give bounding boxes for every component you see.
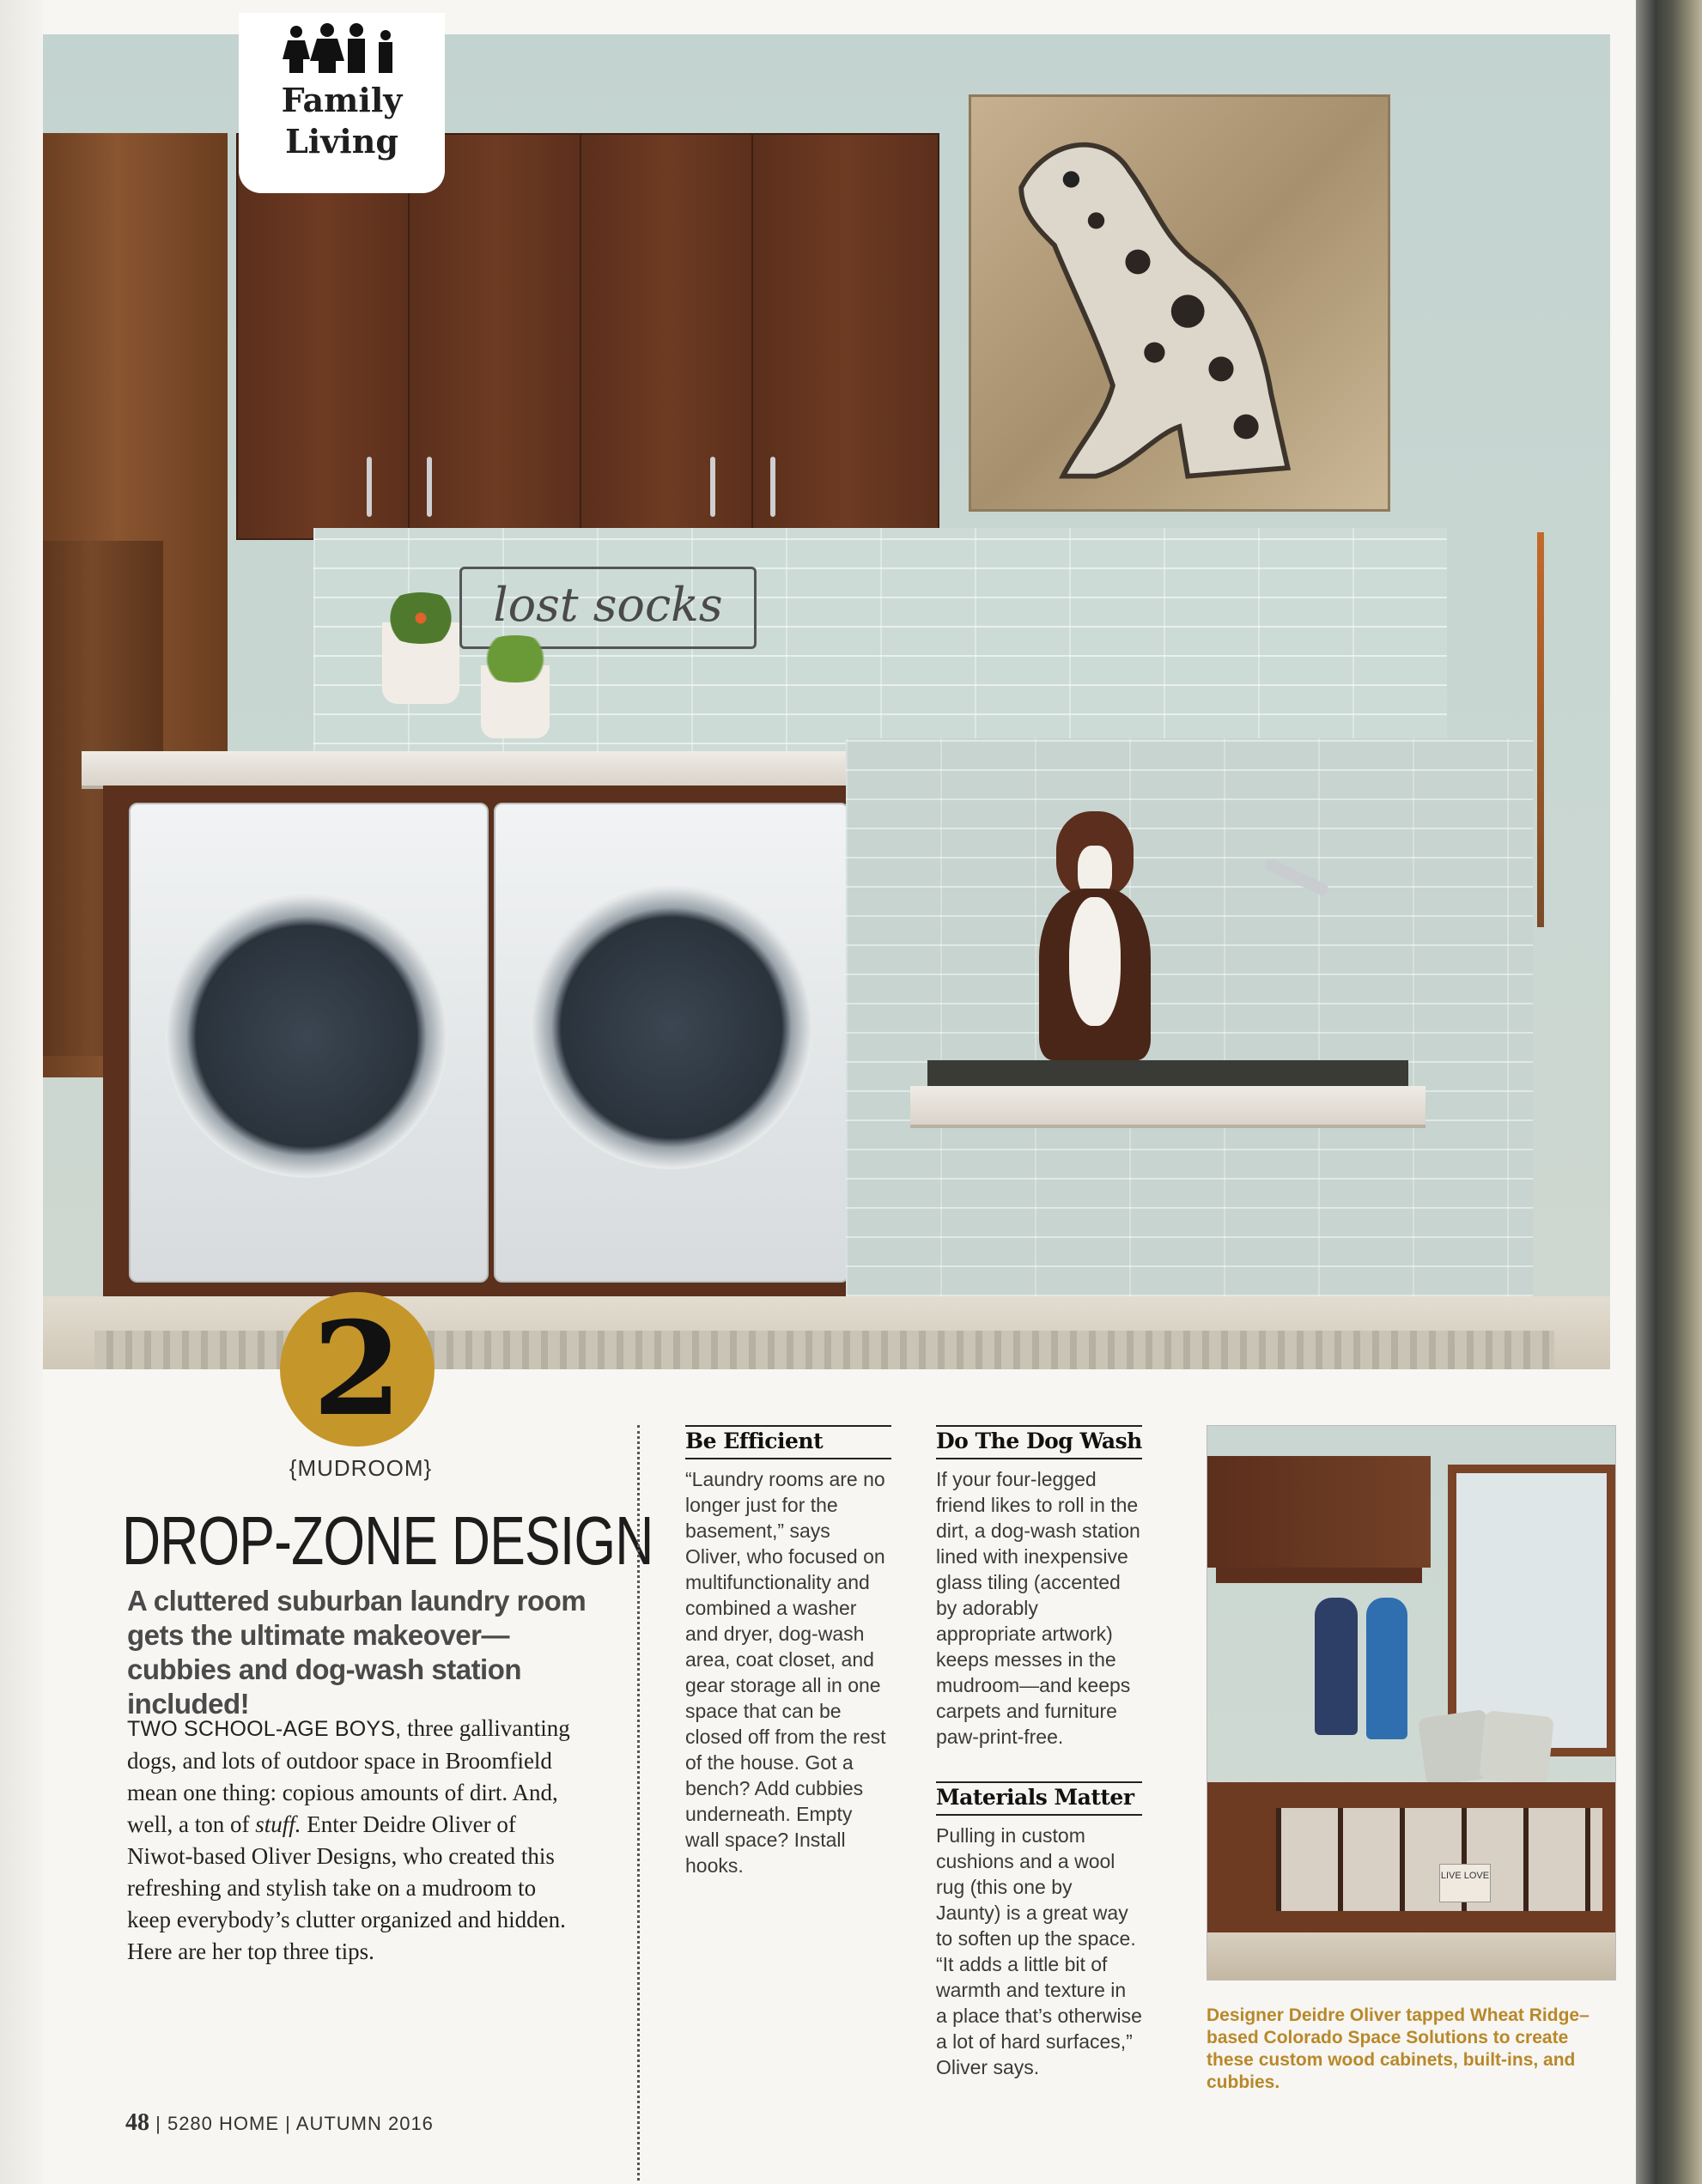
body-text-1: three gallivanting dogs, and lots of outdoor space in Broomfield mean one thing: copious amounts of dirt. And, well, a ton of bbox=[127, 1715, 570, 1837]
tip-heading: Materials Matter bbox=[936, 1781, 1142, 1816]
dryer-door bbox=[530, 886, 813, 1169]
issue-date: AUTUMN 2016 bbox=[295, 2113, 434, 2134]
photo-caption: Designer Deidre Oliver tapped Wheat Ridge–based Colorado Space Solutions to create these custom wood cabinets, built-ins, and cubbies. bbox=[1207, 2005, 1590, 2092]
cubby-bench bbox=[1207, 1782, 1615, 1932]
page-folio bbox=[125, 2109, 434, 2137]
badge-line-2: Living bbox=[285, 122, 398, 161]
front-load-washer bbox=[129, 803, 489, 1283]
page-binding-gutter bbox=[1636, 0, 1702, 2184]
tip-text: If your four-legged friend likes to roll in the dirt, a dog-wash station lined with inexpensive glass tiling (accented by adorably appropriate artwork) keeps messes in the mudroom—and keeps carpets and furniture paw-print-free. bbox=[936, 1468, 1140, 1748]
navy-jacket bbox=[1315, 1598, 1358, 1735]
blue-jacket bbox=[1366, 1598, 1407, 1739]
badge-line-1: Family bbox=[281, 81, 403, 119]
feature-number: 2 bbox=[312, 1294, 403, 1445]
article-body bbox=[127, 1713, 582, 1968]
family-living-badge bbox=[239, 13, 445, 193]
family-icon bbox=[277, 23, 406, 75]
dog-wash-ledge bbox=[910, 1086, 1425, 1128]
dog-painting-artwork bbox=[969, 94, 1390, 512]
folio-separator: | bbox=[155, 2113, 167, 2134]
body-lead-in: TWO SCHOOL-AGE BOYS, bbox=[127, 1717, 402, 1741]
tip-text: “Laundry rooms are no longer just for the basement,” says Oliver, who focused on multifunctionality and combined a washer and dryer, dog-wash area, coat closet, and gear storage all in one space that can be closed off from the rest of the house. Got a bench? Add cubbies underneath. Empty wall space? Install hooks. bbox=[685, 1468, 886, 1877]
folio-separator: | bbox=[285, 2113, 296, 2134]
tip-text: Pulling in custom cushions and a wool rug (this one by Jaunty) is a great way to soften up the space. “It adds a little bit of warmth and texture in a place that’s otherwise a lot of hard surfaces,” Oliver says. bbox=[936, 1824, 1142, 2078]
flowering-plant bbox=[378, 592, 464, 644]
upper-cabinet bbox=[751, 133, 939, 540]
tip-do-the-dog-wash bbox=[936, 1425, 1142, 1750]
hero-photo-laundry-mudroom bbox=[43, 34, 1610, 1369]
previous-page-edge bbox=[0, 0, 43, 2184]
article-deck: A cluttered suburban laundry room gets the ultimate makeover—cubbies and dog-wash station included! bbox=[127, 1585, 587, 1720]
publication-name: 5280 HOME bbox=[167, 2113, 280, 2134]
cushion bbox=[1479, 1710, 1554, 1786]
dog-wash-station bbox=[846, 738, 1533, 1296]
tip-heading: Be Efficient bbox=[685, 1425, 891, 1459]
tip-heading: Do The Dog Wash bbox=[936, 1425, 1142, 1459]
great-dane-illustration bbox=[971, 97, 1388, 509]
washer-door bbox=[165, 895, 448, 1178]
upper-cabinets bbox=[1207, 1456, 1431, 1568]
floor bbox=[1207, 1932, 1615, 1980]
australian-shepherd-dog bbox=[1030, 811, 1159, 1060]
drain-mat bbox=[927, 1060, 1408, 1086]
body-italic: stuff. bbox=[255, 1811, 301, 1837]
mudroom-cubbies-photo bbox=[1207, 1425, 1616, 1981]
tip-materials-matter bbox=[936, 1781, 1142, 2080]
lost-socks-sign: lost socks bbox=[459, 567, 757, 649]
article-headline: DROP-ZONE DESIGN bbox=[122, 1502, 653, 1579]
leash-on-hook bbox=[1537, 532, 1544, 927]
front-load-dryer bbox=[494, 803, 849, 1283]
green-plant bbox=[472, 635, 558, 682]
section-tag: {MUDROOM} bbox=[289, 1455, 433, 1481]
upper-cabinet bbox=[408, 133, 583, 540]
countertop bbox=[82, 751, 932, 789]
live-love-crate: LIVE LOVE bbox=[1439, 1864, 1491, 1902]
section-label bbox=[239, 80, 445, 162]
dotted-column-divider bbox=[637, 1425, 640, 2181]
page-number: 48 bbox=[125, 2109, 149, 2136]
coat-rail bbox=[1216, 1568, 1422, 1583]
upper-cabinet bbox=[580, 133, 755, 540]
upper-cabinet bbox=[236, 133, 411, 540]
body-text-2: Enter Deidre Oliver of Niwot-based Oliver Designs, who created this refreshing and stylish take on a mudroom to keep everybody’s clutter organized and hidden. Here are her top three tips. bbox=[127, 1811, 566, 1964]
tip-be-efficient bbox=[685, 1425, 891, 1878]
